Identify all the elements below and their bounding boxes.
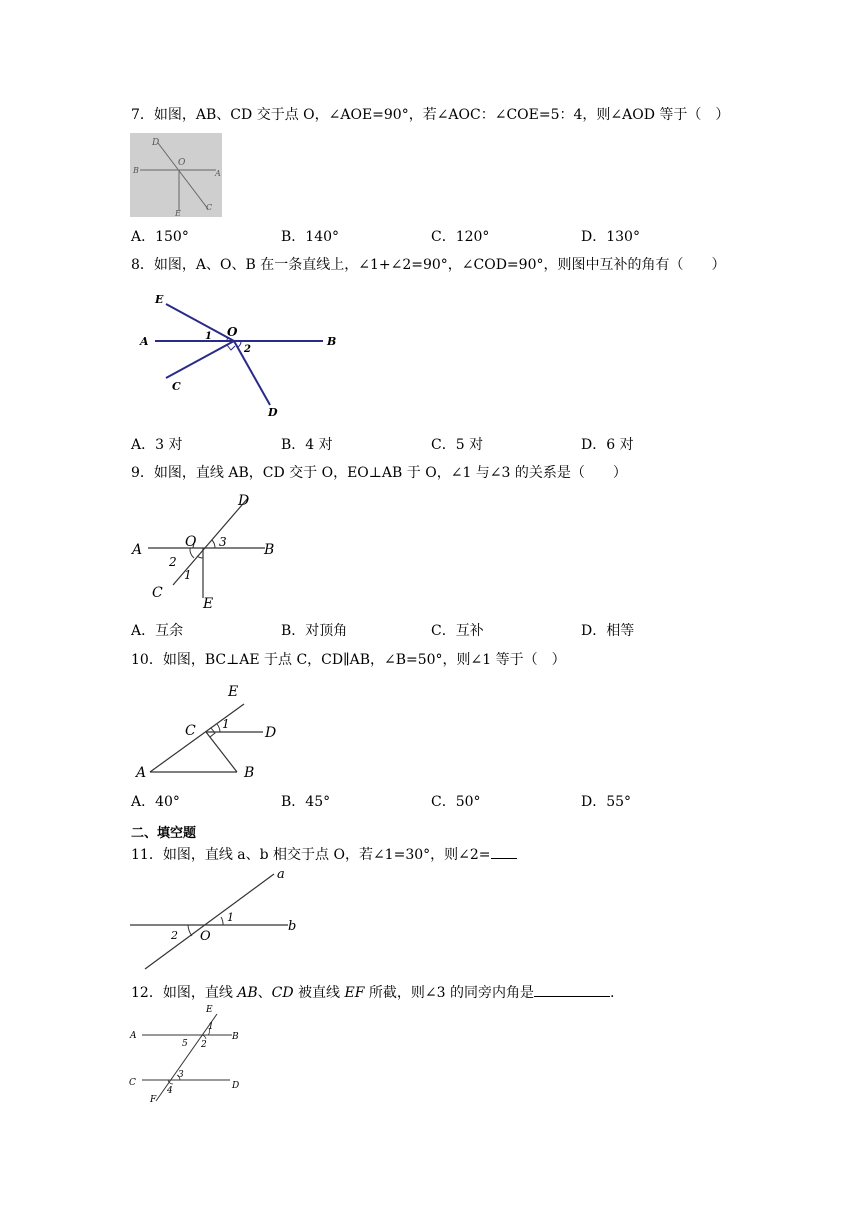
- label-D: D: [265, 725, 277, 741]
- q9-option-b: B．对顶角: [281, 623, 348, 639]
- label-B: B: [232, 1032, 239, 1042]
- angle-1-label: 1: [184, 568, 192, 582]
- label-F: F: [150, 1095, 157, 1105]
- q7-option-a: A．150°: [131, 229, 189, 245]
- question-11-figure: [130, 862, 300, 976]
- q12-text-3: 所截，则∠3 的同旁内角是: [364, 985, 534, 1001]
- label-E: E: [228, 684, 239, 700]
- label-A: A: [136, 765, 147, 781]
- q10-option-a: A．40°: [131, 794, 180, 810]
- label-C: C: [172, 380, 181, 393]
- question-10-figure: [130, 678, 290, 790]
- angle-1-label: 1: [208, 1022, 214, 1032]
- question-8-figure: [135, 288, 350, 427]
- q8-option-c: C．5 对: [431, 437, 484, 453]
- angle-2-label: 2: [171, 929, 178, 942]
- section-title: 二、填空题: [131, 826, 197, 841]
- label-O: O: [227, 325, 238, 339]
- q12-line-ab: AB: [237, 985, 258, 1001]
- label-O: O: [178, 158, 186, 168]
- q9-option-c: C．互补: [431, 623, 484, 639]
- angle-3-label: 3: [178, 1070, 184, 1080]
- angle-2-label: 2: [244, 344, 251, 355]
- question-8-stem: 8．如图，A、O、B 在一条直线上，∠1+∠2=90°，∠COD=90°，则图中互补的角有（ ）: [131, 257, 726, 273]
- q12-end: .: [610, 985, 615, 1001]
- question-11-text: 11．如图，直线 a、b 相交于点 O，若∠1=30°，则∠2=: [131, 847, 491, 863]
- label-C: C: [152, 585, 163, 601]
- angle-1-label: 1: [205, 331, 212, 342]
- label-A: A: [132, 542, 143, 558]
- label-A: A: [215, 169, 221, 178]
- question-7-stem: 7．如图，AB、CD 交于点 O，∠AOE=90°，若∠AOC：∠COE=5：4，则∠AOD 等于（ ）: [131, 107, 730, 123]
- label-C: C: [129, 1078, 136, 1088]
- q9-option-d: D．相等: [581, 623, 635, 639]
- q7-option-c: C．120°: [431, 229, 490, 245]
- label-D: D: [232, 1081, 240, 1091]
- label-B: B: [264, 542, 275, 558]
- angle-1-label: 1: [222, 717, 230, 731]
- label-B: B: [327, 335, 337, 348]
- label-E: E: [206, 1005, 213, 1015]
- angle-2-label: 2: [201, 1040, 207, 1050]
- question-9-stem: 9．如图，直线 AB，CD 交于 O，EO⊥AB 于 O，∠1 与∠3 的关系是（ ）: [131, 465, 627, 481]
- question-7-figure: [130, 133, 222, 221]
- label-b: b: [288, 919, 297, 934]
- label-O: O: [185, 534, 197, 550]
- q7-option-b: B．140°: [281, 229, 340, 245]
- label-A: A: [140, 335, 149, 348]
- q8-option-d: D．6 对: [581, 437, 634, 453]
- label-O: O: [200, 929, 211, 944]
- label-C: C: [185, 723, 196, 739]
- angle-1-label: 1: [227, 911, 234, 924]
- q12-separator: 、: [257, 985, 272, 1001]
- q7-option-d: D．130°: [581, 229, 640, 245]
- label-D: D: [268, 406, 278, 419]
- angle-5-label: 5: [182, 1039, 188, 1049]
- q12-text-2: 被直线: [293, 985, 345, 1001]
- question-9-figure: [130, 490, 285, 619]
- label-E: E: [203, 596, 214, 612]
- label-a: a: [277, 867, 285, 882]
- angle-4-label: 4: [167, 1086, 173, 1096]
- label-B: B: [244, 765, 255, 781]
- label-D: D: [152, 138, 160, 148]
- question-11-stem: [131, 844, 517, 864]
- question-10-stem: 10．如图，BC⊥AE 于点 C，CD∥AB，∠B=50°，则∠1 等于（ ）: [131, 652, 566, 668]
- angle-3-label: 3: [219, 535, 227, 549]
- answer-blank: [534, 982, 610, 997]
- label-D: D: [238, 493, 250, 509]
- label-B: B: [133, 166, 139, 175]
- label-C: C: [206, 203, 213, 212]
- question-12-stem: [131, 982, 614, 1002]
- label-E: E: [175, 209, 181, 217]
- q9-option-a: A．互余: [131, 623, 184, 639]
- angle-2-label: 2: [169, 555, 177, 569]
- q8-option-b: B．4 对: [281, 437, 333, 453]
- q12-line-ef: EF: [344, 985, 365, 1001]
- q8-option-a: A．3 对: [131, 437, 183, 453]
- question-12-figure: [126, 1004, 256, 1112]
- label-A: A: [130, 1031, 137, 1041]
- answer-blank: [491, 844, 517, 859]
- label-E: E: [155, 293, 164, 306]
- q10-option-c: C．50°: [431, 794, 481, 810]
- q12-line-cd: CD: [271, 985, 294, 1001]
- q10-option-d: D．55°: [581, 794, 632, 810]
- q12-text-1: 12．如图，直线: [131, 985, 238, 1001]
- q10-option-b: B．45°: [281, 794, 331, 810]
